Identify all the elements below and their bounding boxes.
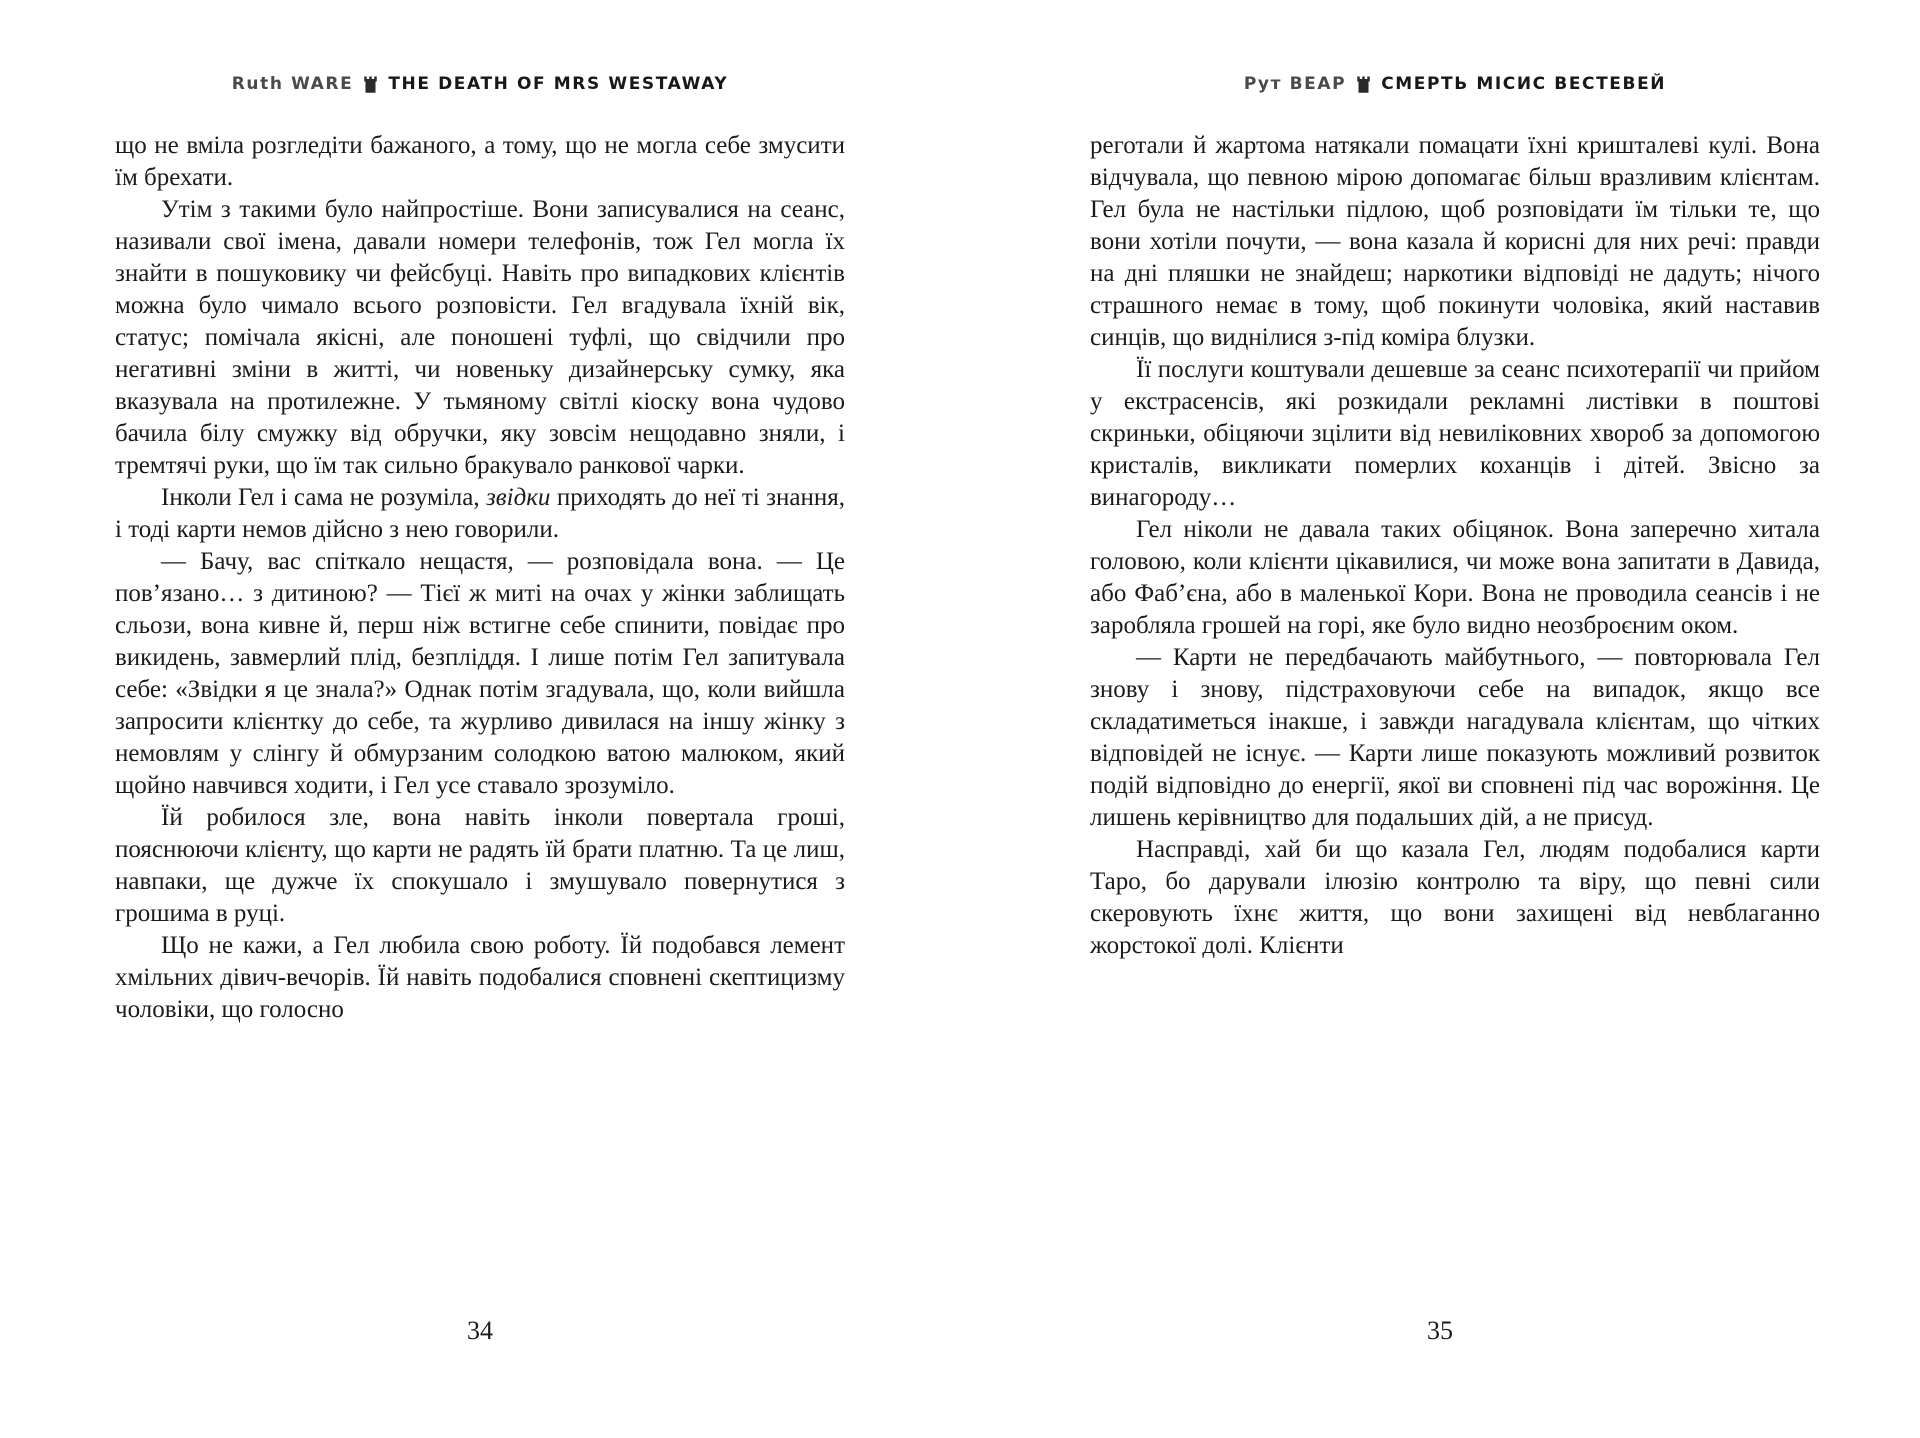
tower-icon bbox=[363, 75, 378, 93]
tower-icon bbox=[1356, 75, 1371, 93]
paragraph: Утім з такими було найпростіше. Вони записувалися на сеанс, називали свої імена, давали номери телефонів, тож Гел могла їх знайти в пошуковику чи фейсбуці. Навіть про випадкових клієнтів можна було чимало всього розповісти. Гел вгадувала їхній вік, статус; помічала якісні, але поношені туфлі, що свідчили про негативні зміни в житті, чи новеньку дизайнерську сумку, яка вказувала на протилежне. У тьмяному світлі кіоску вона чудово бачила білу смужку від обручки, яку зовсім нещодавно зняли, і тремтячі руки, що їм так сильно бракувало ранкової чарки. bbox=[115, 196, 845, 479]
book-title: СМЕРТЬ МІСИС ВЕСТЕВЕЙ bbox=[1381, 74, 1667, 94]
paragraph: Гел ніколи не давала таких обіцянок. Вона заперечно хитала головою, коли клієнти цікавилися, чи може вона запитати в Давида, або Фаб’єна, або в маленької Кори. Вона не проводила сеансів і не заробляла грошей на горі, яке було видно неозброєним оком. bbox=[1090, 516, 1820, 639]
paragraph: що не вміла розгледіти бажаного, а тому, що не могла себе змусити їм брехати. bbox=[115, 132, 845, 191]
page-body-right bbox=[1090, 130, 1820, 962]
paragraph: Насправді, хай би що казала Гел, людям подобалися карти Таро, бо дарували ілюзію контролю та віру, що певні сили скеровують їхнє життя, що вони захищені від невблаганно жорстокої долі. Клієнти bbox=[1090, 836, 1820, 959]
paragraph: Що не кажи, а Гел любила свою роботу. Їй подобався лемент хмільних дівич-вечорів. Їй навіть подобалися сповнені скептицизму чоловіки, що голосно bbox=[115, 932, 845, 1023]
running-header-left bbox=[115, 72, 845, 96]
page-body-left bbox=[115, 130, 845, 1026]
paragraph: Їй робилося зле, вона навіть інколи повертала гроші, пояснюючи клієнту, що карти не радять їй брати платню. Та це лиш, навпаки, ще дужче їх спокушало і змушувало повернутися з грошима в руці. bbox=[115, 804, 845, 927]
book-title: THE DEATH OF MRS WESTAWAY bbox=[388, 74, 729, 94]
paragraph: Інколи Гел і сама не розуміла, звідки приходять до неї ті знання, і тоді карти немов дійсно з нею говорили. bbox=[115, 484, 846, 543]
paragraph: реготали й жартома натякали помацати їхні кришталеві кулі. Вона відчувала, що певною мірою допомагає більш вразливим клієнтам. Гел була не настільки підлою, щоб розповідати їм тільки те, що вони хотіли почути, — вона казала й корисні для них речі: правди на дні пляшки не знайдеш; наркотики відповіді не дадуть; нічого страшного немає в тому, щоб покинути чоловіка, який наставив синців, що виднілися з-під коміра блузки. bbox=[1090, 132, 1820, 351]
page-right bbox=[960, 0, 1920, 1438]
author-name: Ruth WARE bbox=[231, 74, 354, 94]
page-number-right: 35 bbox=[1427, 1316, 1453, 1345]
running-header-right bbox=[1090, 72, 1820, 96]
author-name: Рут ВЕАР bbox=[1243, 74, 1347, 94]
paragraph: — Карти не передбачають майбутнього, — повторювала Гел знову і знову, підстраховуючи себе на випадок, якщо все складатиметься інакше, і завжди нагадувала клієнтам, що чітких відповідей не існує. — Карти лише показують можливий розвиток подій відповідно до енергії, якої ви сповнені під час ворожіння. Це лишень керівництво для подальших дій, а не присуд. bbox=[1090, 644, 1820, 831]
page-number-left: 34 bbox=[467, 1316, 493, 1345]
paragraph: — Бачу, вас спіткало нещастя, — розповідала вона. — Це пов’язано… з дитиною? — Тієї ж миті на очах у жінки заблищать сльози, вона кивне й, перш ніж встигне себе спинити, повідає про викидень, завмерлий плід, безпліддя. І лише потім Гел запитувала себе: «Звідки я це знала?» Однак потім згадувала, що, коли вийшла запросити клієнтку до себе, та журливо дивилася на іншу жінку з немовлям у слінгу й обмурзаним солодкою ватою малюком, який щойно навчився ходити, і Гел усе ставало зрозуміло. bbox=[115, 548, 845, 799]
paragraph: Її послуги коштували дешевше за сеанс психотерапії чи прийом у екстрасенсів, які розкидали рекламні листівки в поштові скриньки, обіцяючи зцілити від невиліковних хвороб за допомогою кристалів, викликати померлих коханців і дітей. Звісно за винагороду… bbox=[1090, 356, 1820, 511]
